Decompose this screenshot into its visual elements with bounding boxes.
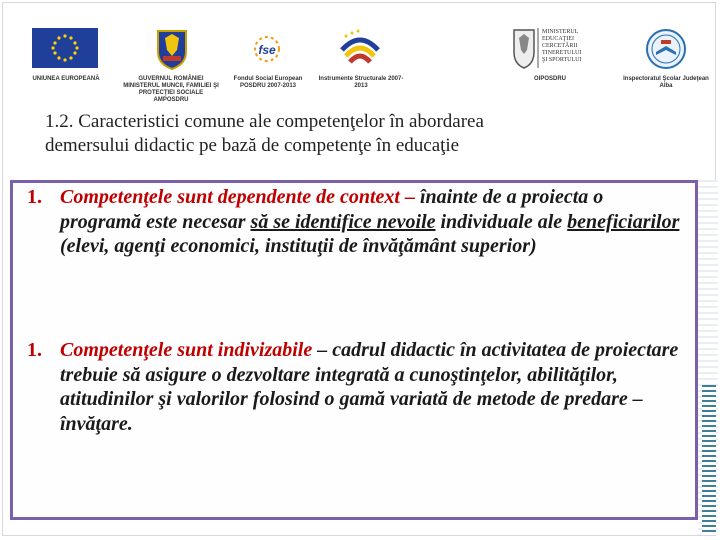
- svg-text:ŞI SPORTULUI: ŞI SPORTULUI: [542, 57, 582, 63]
- point-number: 1.: [27, 339, 42, 361]
- heading-line-1: 1.2. Caracteristici comune ale competenţelor în abordarea: [45, 111, 484, 132]
- svg-text:CERCETĂRII: CERCETĂRII: [542, 43, 578, 49]
- svg-text:MINISTERUL: MINISTERUL: [542, 29, 579, 35]
- point-text-underlined: beneficiarilor: [567, 210, 680, 233]
- logo-caption: Instrumente Structurale 2007-2013: [318, 76, 404, 89]
- point-text: cadrul didactic în activitatea de proiectare trebuie să asigure o dezvoltare integrată a cunoştinţelor, abilităţilor, atitudinilor şi valorilor folosind o gamă variată de metode de predare – învăţare.: [60, 339, 679, 435]
- coat-of-arms-icon: [155, 28, 189, 75]
- logo-caption: UNIUNEA EUROPEANĂ: [32, 76, 100, 82]
- point-text: individuale ale: [435, 210, 568, 233]
- logo-caption: Fondul Social European POSDRU 2007-2013: [233, 76, 303, 89]
- eu-flag-icon: [32, 28, 98, 73]
- point-1: [27, 185, 687, 259]
- logo-bar: [0, 0, 720, 110]
- point-title: Competenţele sunt dependente de context: [60, 186, 400, 208]
- point-number: 1.: [27, 186, 42, 208]
- logo-caption: Inspectoratul Şcolar Judeţean Alba: [623, 76, 709, 89]
- point-2: [27, 338, 687, 436]
- fse-icon: [247, 36, 287, 67]
- ministerul-educatiei-logo: [510, 24, 590, 75]
- section-heading: [45, 110, 685, 158]
- heading-line-2: demersului didactic pe bază de competenţe în educaţie: [45, 135, 460, 156]
- svg-text:fse: fse: [258, 43, 276, 57]
- logo-caption: GUVERNUL ROMÂNIEI MINISTERUL MUNCII, FAMILIEI ŞI PROTECŢIEI SOCIALE AMPOSDRU: [123, 76, 219, 103]
- point-text: înainte de a proiecta o programă este necesar: [60, 186, 604, 233]
- point-text-underlined: să se identifice nevoile: [250, 210, 436, 233]
- logo-caption: OIPOSDRU: [533, 76, 566, 82]
- instrumente-structurale-icon: [338, 28, 382, 75]
- content-box: [10, 180, 698, 520]
- svg-text:TINERETULUI: TINERETULUI: [542, 50, 582, 56]
- point-text: (elevi, agenţi economici, instituţii de învăţământ superior): [60, 235, 537, 257]
- inspectorat-icon: [643, 28, 689, 75]
- decorative-stripe-accent: [702, 385, 716, 535]
- point-dash: –: [312, 339, 333, 361]
- point-title: Competenţele sunt indivizabile: [60, 339, 313, 361]
- point-dash: –: [399, 186, 420, 208]
- svg-text:EDUCAŢIEI: EDUCAŢIEI: [542, 36, 574, 42]
